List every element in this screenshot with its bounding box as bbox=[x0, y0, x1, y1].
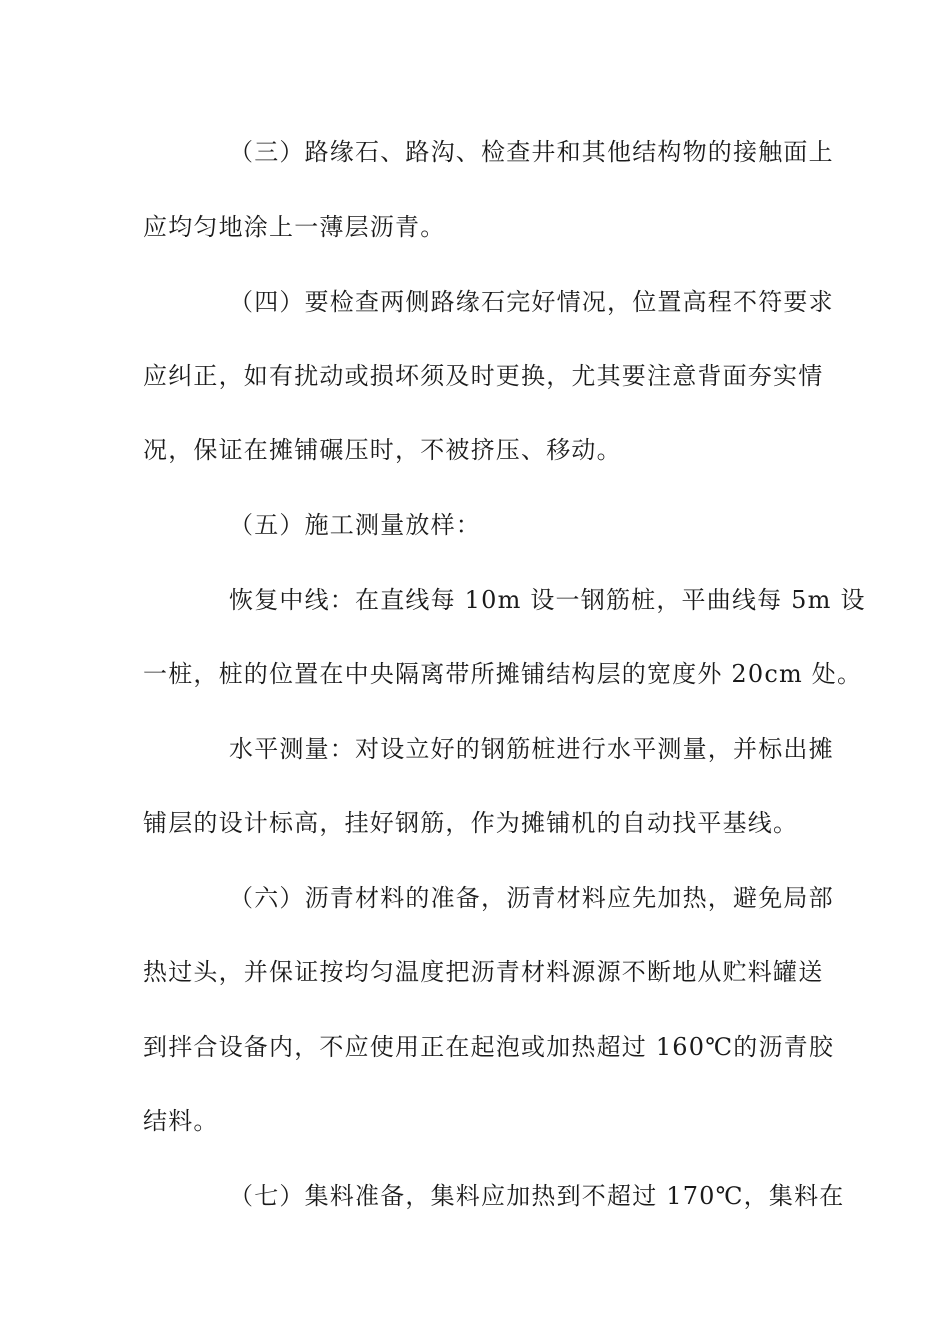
leveling-line-2: 铺层的设计标高，挂好钢筋，作为摊铺机的自动找平基线。 bbox=[143, 809, 799, 837]
paragraph-4-line-1: （四）要检查两侧路缘石完好情况，位置高程不符要求 bbox=[229, 288, 834, 316]
paragraph-6-line-4: 结料。 bbox=[143, 1107, 219, 1135]
paragraph-6-line-1: （六）沥青材料的准备，沥青材料应先加热，避免局部 bbox=[229, 884, 834, 912]
paragraph-7-line-1: （七）集料准备，集料应加热到不超过 170℃，集料在 bbox=[229, 1182, 845, 1210]
paragraph-3-line-2: 应均匀地涂上一薄层沥青。 bbox=[143, 213, 446, 241]
paragraph-4-line-2: 应纠正，如有扰动或损坏须及时更换，尤其要注意背面夯实情 bbox=[143, 362, 824, 390]
paragraph-4-line-3: 况，保证在摊铺碾压时，不被挤压、移动。 bbox=[143, 436, 622, 464]
paragraph-5-line-1: （五）施工测量放样： bbox=[229, 511, 481, 539]
centerline-line-2: 一桩，桩的位置在中央隔离带所摊铺结构层的宽度外 20cm 处。 bbox=[143, 660, 863, 688]
paragraph-6-line-2: 热过头，并保证按均匀温度把沥青材料源源不断地从贮料罐送 bbox=[143, 958, 824, 986]
centerline-line-1: 恢复中线：在直线每 10m 设一钢筋桩，平曲线每 5m 设 bbox=[229, 586, 866, 614]
leveling-line-1: 水平测量：对设立好的钢筋桩进行水平测量，并标出摊 bbox=[229, 735, 834, 763]
paragraph-6-line-3: 到拌合设备内，不应使用正在起泡或加热超过 160℃的沥青胶 bbox=[143, 1033, 835, 1061]
paragraph-3-line-1: （三）路缘石、路沟、检查井和其他结构物的接触面上 bbox=[229, 138, 834, 166]
